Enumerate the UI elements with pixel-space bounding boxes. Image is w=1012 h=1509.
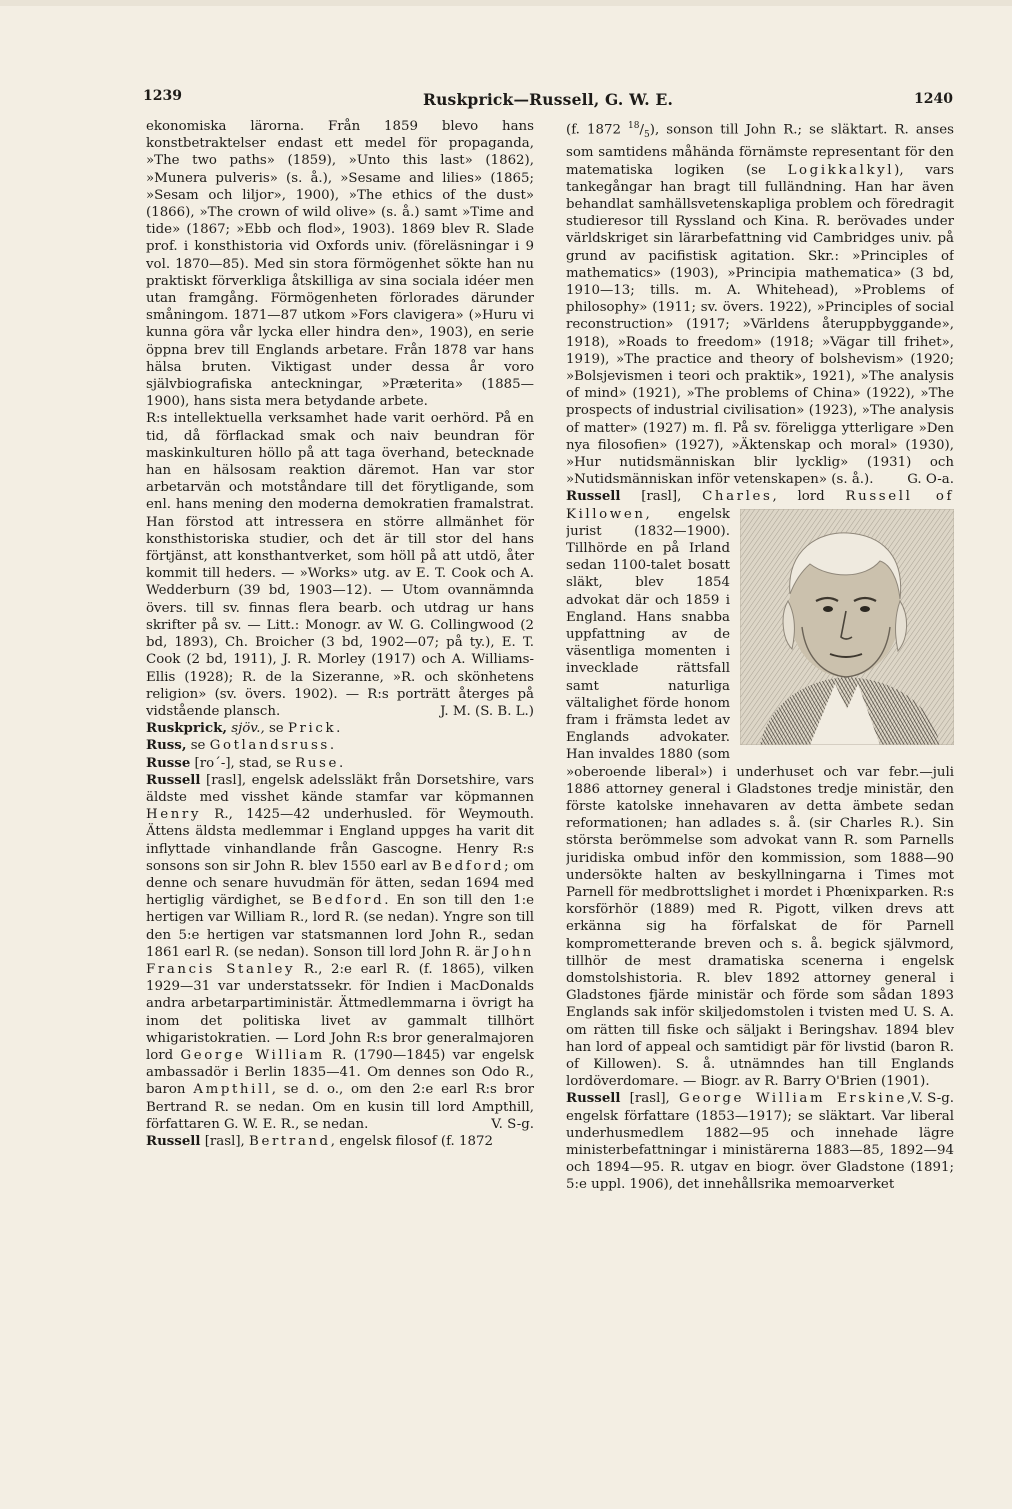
- entry-text: [rasl], engelsk adelssläkt från Dorsetshire, vars äldste med visshet kände stamfar var köpmannen: [146, 772, 534, 805]
- ruskin-assessment: [146, 410, 534, 720]
- spaced-name: Bertrand: [249, 1133, 331, 1149]
- spaced-name: John Francis Stanley: [146, 944, 534, 977]
- entry-text: /: [639, 122, 644, 138]
- entry-russe: [146, 755, 534, 772]
- entry-text: R., 2:e earl R. (f. 1865), vilken 1929—31 var understatssekr. för Indien i MacDonalds andra arbetarpartiministär. Ättmedlemmarna i övrigt ha inom det politiska livet av gammalt tillhört whigaristokratien. — Lord John R:s bror generalmajoren lord: [146, 961, 534, 1063]
- right-column: [566, 118, 954, 1404]
- cross-reference: Ampthill: [193, 1082, 272, 1098]
- entry-text: ; om denne och senare huvudmän för ätten, sedan 1694 med hertiglig värdighet, se: [146, 858, 534, 909]
- ruskin-continuation: ekonomiska lärorna. Från 1859 blevo hans konstbetraktelser endast ett medel för propaganda, »The two paths» (1859), »Unto this last» (1862), »Munera pulveris» (s. å.), »Sesame and lilies» (1865; »Sesam och liljor», 1900), »The ethics of the dust» (1866), »The crown of wild olive» (s. å.) samt »Time and tide» (1867; »Ebb och flod», 1903). 1869 blev R. Slade prof. i konsthistoria vid Oxfords univ. (föreläsningar i 9 vol. 1870—85). Med sin stora förmögenhet sökte han nu praktiskt förverkliga åtskilliga av sina sociala idéer men utan framgång. Förmögenheten förlorades därunder småningom. 1871—87 utkom »Fors clavigera» (»Huru vi kunna göra vår lycka eller hindra den», 1903), en serie öppna brev till Englands arbetare. Från 1878 var hans hälsa bruten. Viktigast under dessa år voro självbiografiska anteckningar, »Præterita» (1885—1900), hans sista mera betydande arbete.: [146, 119, 534, 410]
- entry-russell-family: [146, 772, 534, 1133]
- entry-text: . En son till den 1:e hertigen var William R., lord R. (se nedan). Yngre son till den 5:e hertigen var statsmannen lord John R., sedan 1861 earl R. (se nedan). Sonson till lord John R. är: [146, 893, 534, 960]
- lemma-russe: Russe: [146, 754, 191, 771]
- entry-text: se: [264, 721, 288, 737]
- portrait-engraving: [740, 509, 954, 745]
- spaced-name: Charles: [702, 489, 773, 505]
- entry-text: (f. 1872: [566, 122, 629, 138]
- entry-text: se: [186, 738, 210, 754]
- entry-text: R., 1425—42 underhusled. för Weymouth. Ättens äldsta medlemmar i England uppges ha varit dit inflyttade vinhandlande från Gascogne. Henry R:s sonsons son sir John R. blev 1550 earl av: [146, 807, 534, 874]
- entry-text: [rasl],: [620, 489, 703, 505]
- lemma-russell: Russell: [566, 488, 621, 505]
- entry-russell-bertrand-cont: [566, 118, 954, 488]
- cross-reference: Gotlandsruss: [209, 738, 330, 754]
- page-number-left: 1239: [143, 88, 182, 104]
- page-number-right: 1240: [914, 91, 953, 107]
- lemma-ruskprick: Ruskprick,: [146, 720, 227, 737]
- signature: V. S-g.: [491, 1116, 534, 1132]
- cross-reference: Prick: [287, 721, 337, 737]
- lemma-russell: Russell: [146, 771, 201, 788]
- signature: V. S-g.: [911, 1091, 954, 1107]
- spaced-name: George William: [180, 1047, 325, 1063]
- entry-text: , engelsk jurist (1832—1900). Tillhörde en på Irland sedan 1100-talet bosatt släkt, blev 1854 advokat där och 1859 i England. Hans snabba uppfattning av de väsentliga momenten i invecklade rättsfall samt naturliga vältalighet förde honom fram i främsta ledet av Englands advokater. Han invaldes 1880 (som »oberoende liberal») i underhuset och var febr.—juli 1886 attorney general i Gladstones tredje ministär, den förste katolske innehavaren av detta ämbete sedan reformationen; han adlades s. å. (sir Charles R.). Sin största berömmelse som advokat vann R. som Parnells juridiska ombud inför den kommission, som 1888—90 undersökte halten av beskyllningarna i Times mot Parnell för medbrottslighet i mordet i Phœnixparken. R:s korsförhör (1889) med R. Pigott, vilken drevs att erkänna sig ha förfalskat de för Parnell komprometterande breven och s. å. begick självmord, tillhör de mest dramatiska scenerna i engelsk domstolshistoria. R. blev 1892 attorney general i Gladstones fjärde ministär och förde som sådan 1893 Englands sak inför skiljedomstolen i tvisten med U. S. A. om rätten till fiske och säljakt i Beringshav. 1894 blev han lord of appeal och samtidigt pär för livstid (baron R. of Killowen). S. å. utnämndes han till Englands lordöverdomare. — Biogr. av R. Barry O'Brien (1901).: [566, 506, 954, 1090]
- spaced-name: Henry: [146, 807, 202, 823]
- spaced-name: Russell of Killowen: [566, 489, 954, 522]
- entry-text: , engelsk filosof (f. 1872: [330, 1133, 493, 1149]
- entry-text: [rasl],: [200, 1133, 250, 1149]
- entry-text: ), sonson till John R.; se släktart. R. anses som samtidens måhända förnämste representant för den matematiska logiken (se: [566, 122, 954, 178]
- spaced-name: George William Erskine: [679, 1091, 908, 1107]
- cross-reference: Ruse: [295, 755, 340, 771]
- entry-text: [rasl],: [620, 1091, 680, 1107]
- birth-month: 5: [644, 130, 650, 141]
- abbrev: sjöv.,: [231, 721, 265, 737]
- entry-russ: [146, 737, 534, 754]
- portrait-charles-russell: [740, 509, 954, 745]
- cross-reference: Bedford: [311, 893, 385, 909]
- lemma-russell: Russell: [566, 1090, 621, 1107]
- birth-day: 18: [628, 121, 640, 131]
- left-column: [146, 118, 534, 1404]
- lemma-russ: Russ,: [146, 737, 187, 754]
- entry-russell-george: [566, 1090, 954, 1193]
- entry-text: ), vars tankegångar han bragt till fulländning. Han har även behandlat samhällsvetenskapliga problem och föredragit studieresor till Ryssland och Kina. R. berövades under världskriget sin lärarbefattning vid Cambridges univ. på grund av pacifistisk agitation. Skr.: »Principles of mathematics» (1903), »Principia mathematica» (3 bd, 1910—13; tills. m. A. Whitehead), »Problems of philosophy» (1911; sv. övers. 1922), »Principles of social reconstruction» (1917; »Världens återuppbyggande», 1918), »Roads to freedom» (1918; »Vägar till frihet», 1919), »The practice and theory of bolshevism» (1920; »Bolsjevismen i teori och praktik», 1921), »The analysis of mind» (1921), »The problems of China» (1922), »The prospects of industrial civilisation» (1923), »The analysis of matter» (1927) m. fl. På sv. föreligga ytterligare »Den nya filosofien» (1927), »Äktenskap och moral» (1930), »Hur nutidsmänniskan blir lycklig» (1931) och »Nutidsmänniskan inför vetenskapen» (s. å.).: [566, 162, 954, 488]
- spaced-name: Bedford: [431, 858, 505, 874]
- ruskin-assessment-text: R:s intellektuella verksamhet hade varit oerhörd. På en tid, då förflackad smak och naiv beundran för maskinkulturen höllo på att taga överhand, betecknade han en hälsosam reaktion däremot. Han var stor arbetarvän och motståndare till det förytligande, som enl. hans mening den moderna demokratien framalstrat. Han förstod att intressera en större allmänhet för konsthistoriska studier, och det är till stor del hans förtjänst, att konsthantverket, som höll på att utdö, åter kommit till heders. — »Works» utg. av E. T. Cook och A. Wedderburn (39 bd, 1903—12). — Utom ovannämnda övers. till sv. finnas flera bearb. och utdrag ur hans skrifter på sv. — Litt.: Monogr. av W. G. Collingwood (2 bd, 1893), Ch. Broicher (3 bd, 1902—07; på ty.), E. T. Cook (2 bd, 1911), J. R. Morley (1917) och A. Williams-Ellis (1928); R. de la Sizeranne, »R. och skönhetens religion» (sv. övers. 1902). — R:s porträtt återges på vidstående plansch.: [146, 411, 534, 719]
- entry-text: , lord: [772, 489, 846, 505]
- running-header: [143, 88, 953, 112]
- entry-text: , engelsk författare (1853—1917); se släktart. Var liberal underhusmedlem 1882—95 och innehade lägre ministerbefattningar i ministärerna 1883—85, 1892—94 och 1894—95. R. utgav en biogr. över Gladstone (1891; 5:e uppl. 1906), det innehållsrika memoarverket: [566, 1091, 954, 1193]
- page-edge: [0, 0, 1012, 6]
- signature: J. M. (S. B. L.): [440, 703, 534, 719]
- lemma-russell: Russell: [146, 1132, 201, 1149]
- entry-text: .: [336, 721, 341, 737]
- cross-reference: Logikkalkyl: [787, 162, 895, 178]
- entry-text: .: [339, 755, 344, 771]
- entry-russell-bertrand-start: [146, 1133, 534, 1150]
- entry-text: .: [329, 738, 335, 754]
- entry-ruskprick: [146, 720, 534, 737]
- signature: G. O-a.: [907, 472, 954, 488]
- entry-text: [ro´-], stad, se: [190, 755, 296, 771]
- running-title: Ruskprick—Russell, G. W. E.: [423, 90, 674, 109]
- entry-text: R. (1790—1845) var engelsk ambassadör i Berlin 1835—41. Om dennes son Odo R., baron: [146, 1047, 534, 1098]
- entry-text: , se d. o., om den 2:e earl R:s bror Bertrand R. se nedan. Om en kusin till lord Ampthill, författaren G. W. E. R., se nedan.: [146, 1082, 534, 1132]
